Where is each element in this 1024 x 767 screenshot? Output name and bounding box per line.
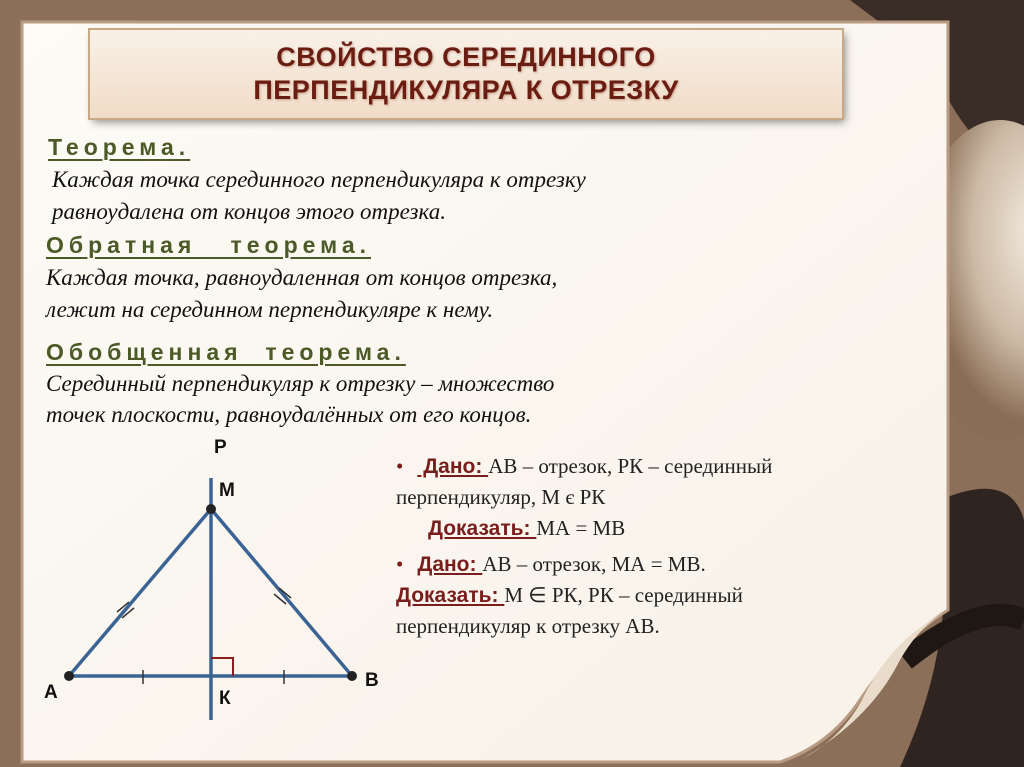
task2-prove-text-2: перпендикуляр к отрезку АВ. (396, 614, 660, 638)
label-k: К (219, 688, 231, 709)
segment-bm (211, 509, 352, 676)
point-b (347, 671, 357, 681)
task1-given-text-2: перпендикуляр, М є РК (396, 485, 606, 509)
task2-given-text: АВ – отрезок, МА = МВ. (482, 552, 706, 576)
task1-given-label: Дано: (417, 455, 489, 478)
task2-prove-label: Доказать: (396, 584, 505, 607)
label-m: М (219, 480, 235, 501)
generalized-text-line-2: точек плоскости, равноудалённых от его концов. (46, 402, 532, 427)
point-a (64, 671, 74, 681)
label-p: Р (214, 437, 227, 458)
theorem-text-line-1: Каждая точка серединного перпендикуляра к отрезку (52, 167, 586, 192)
point-m (206, 504, 216, 514)
label-a: А (44, 682, 58, 703)
bullet-icon: • (396, 552, 404, 576)
task1-prove-text: МА = МВ (536, 516, 626, 540)
title-line-2: ПЕРПЕНДИКУЛЯРА К ОТРЕЗКУ (253, 75, 679, 105)
bullet-icon: • (396, 454, 404, 478)
theorem-text-line-2: равноудалена от концов этого отрезка. (52, 199, 446, 224)
task2-given-label: Дано: (417, 553, 483, 576)
generalized-heading: Обобщенная теорема. (46, 339, 406, 365)
generalized-text-line-1: Серединный перпендикуляр к отрезку – множество (46, 371, 555, 396)
segment-am (69, 509, 211, 676)
converse-text-line-1: Каждая точка, равноудаленная от концов отрезка, (46, 265, 558, 290)
converse-text-line-2: лежит на серединном перпендикуляре к нему. (46, 297, 494, 322)
task2-prove-text-1: М ∈ РК, РК – серединный (504, 583, 743, 607)
task1-given-text-1: АВ – отрезок, РК – серединный (488, 454, 773, 478)
title-line-1: СВОЙСТВО СЕРЕДИННОГО (276, 42, 656, 72)
task1-prove-label: Доказать: (428, 517, 537, 540)
converse-heading: Обратная теорема. (46, 232, 372, 258)
theorem-heading: Теорема. (48, 134, 191, 160)
right-angle-mark (211, 658, 233, 676)
label-b: В (365, 670, 379, 691)
